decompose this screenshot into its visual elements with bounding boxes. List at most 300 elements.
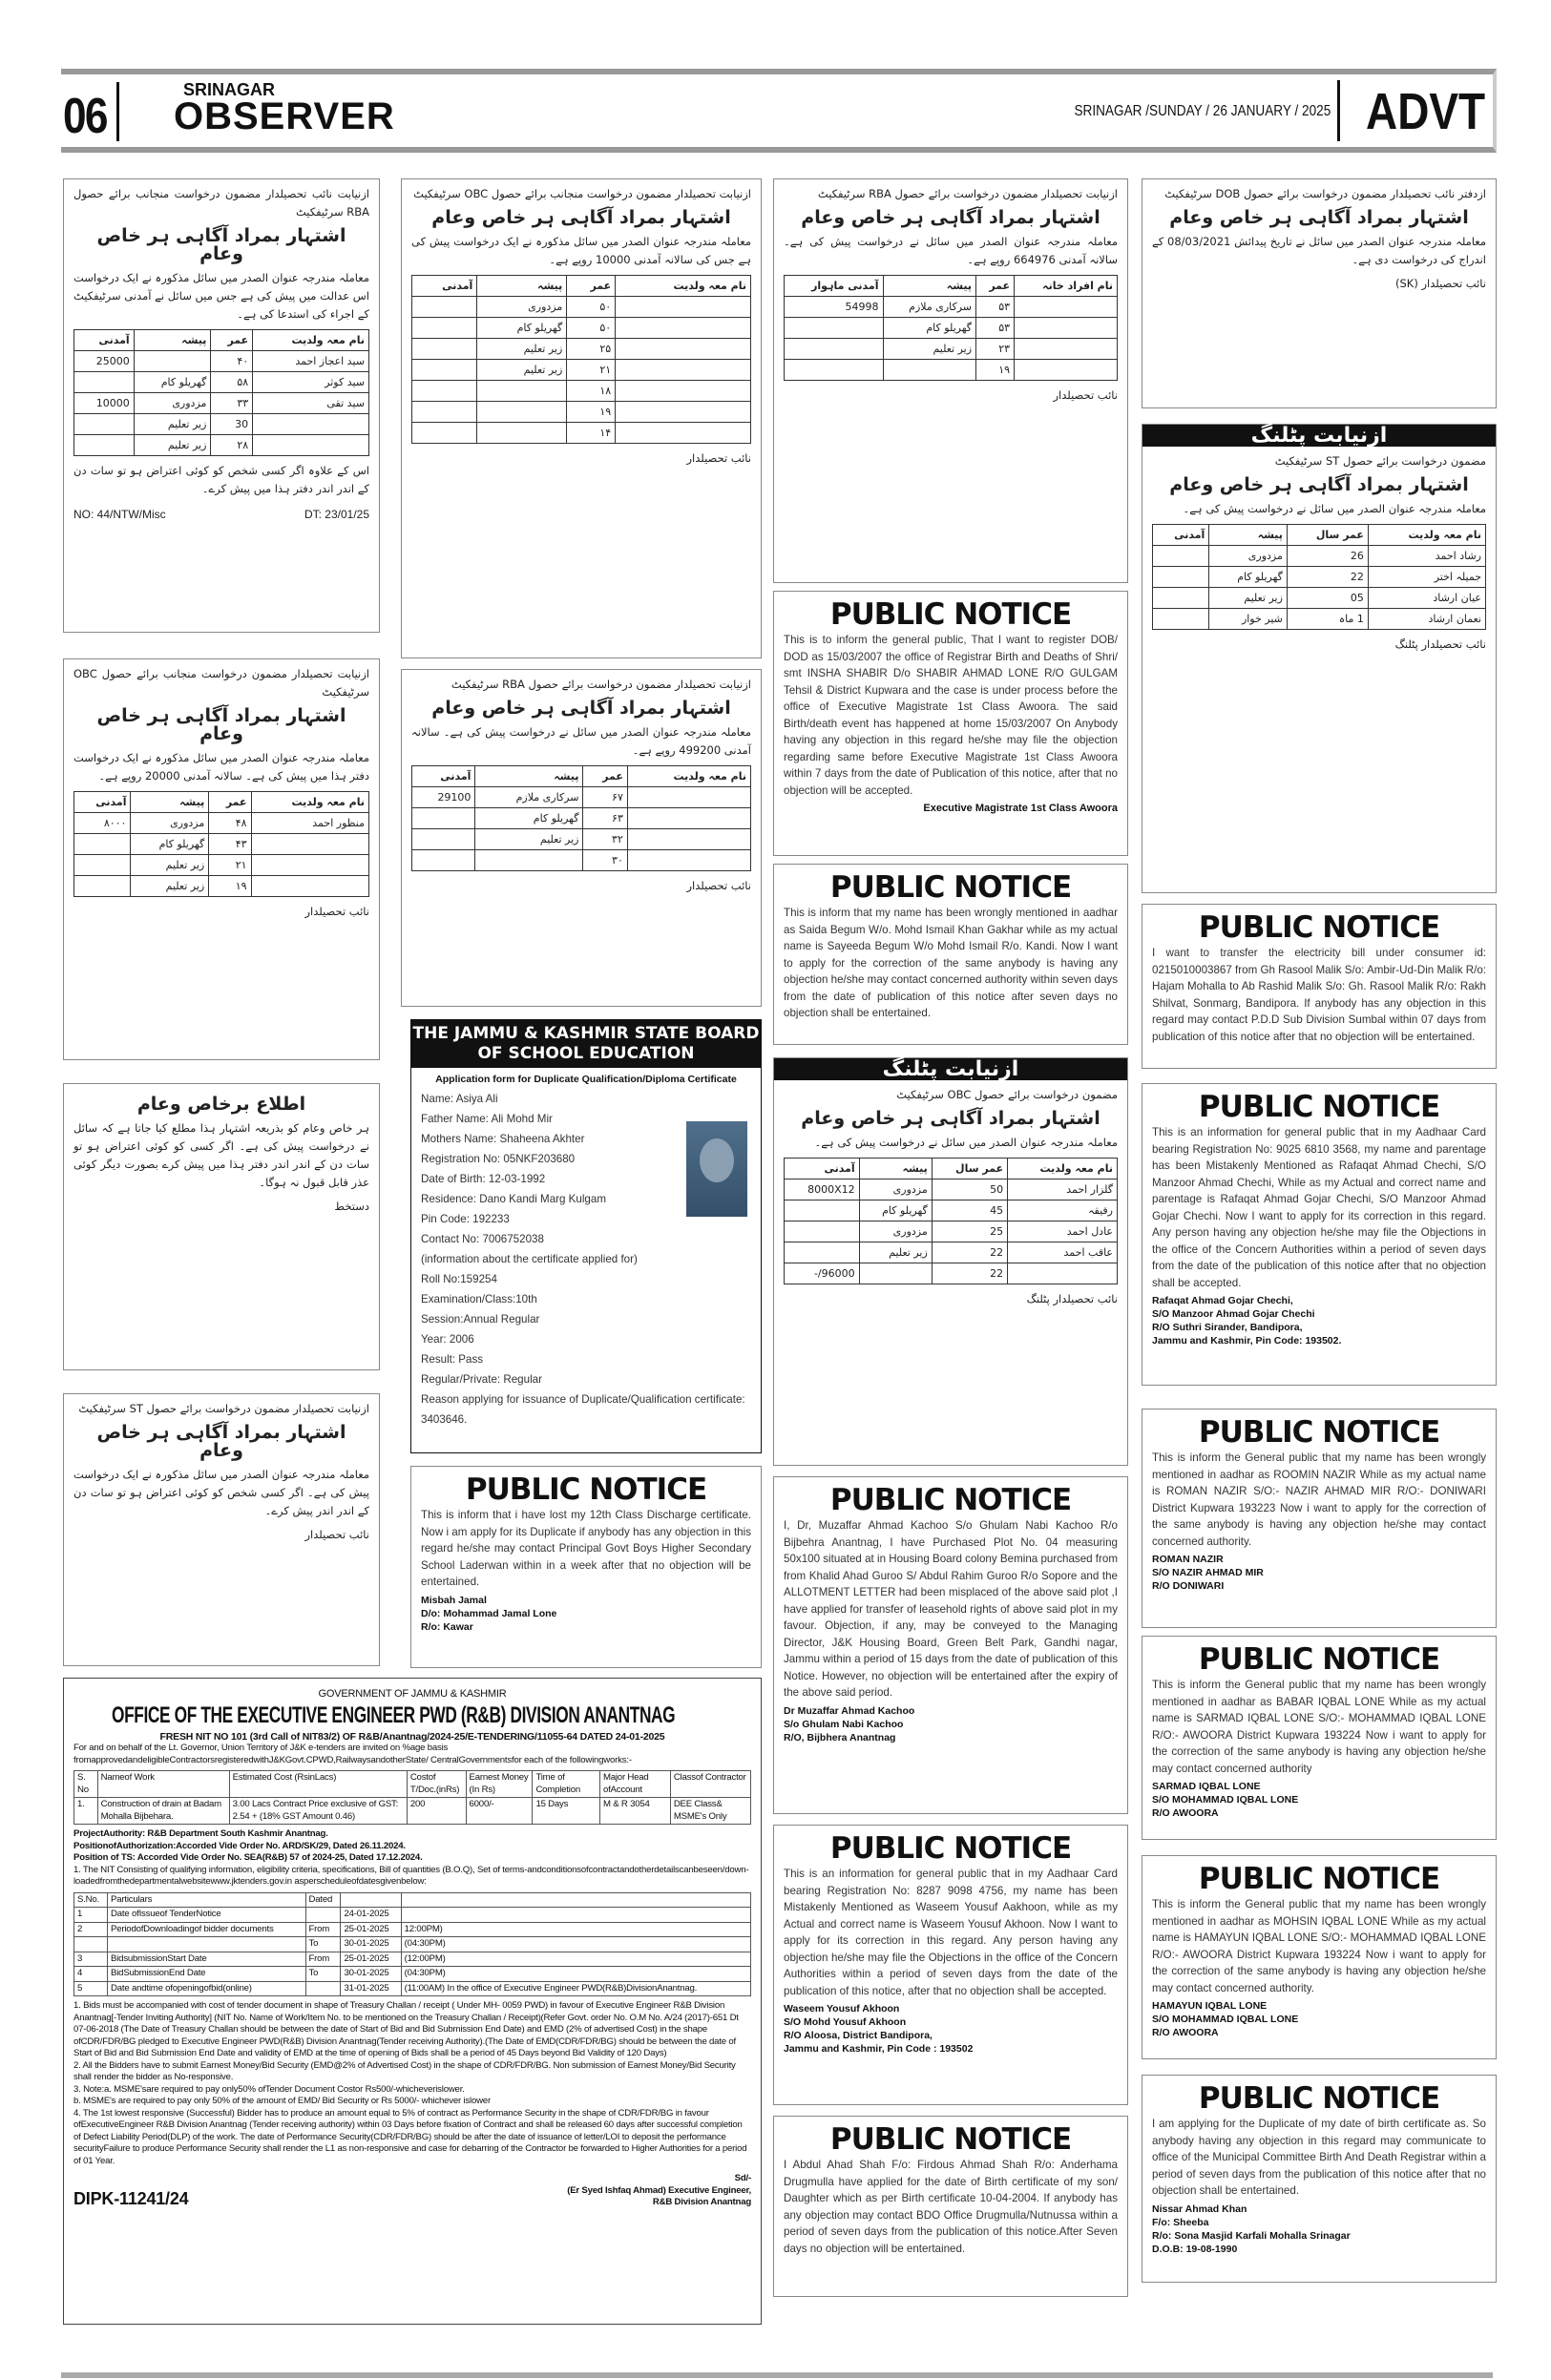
- divider: [1337, 80, 1340, 141]
- table-cell: [305, 1981, 341, 1996]
- table-row: [74, 393, 369, 414]
- notice-intro: ازنیابت تحصیلدار مضمون درخواست برائے حصول RBA سرٹیفکیٹ: [817, 187, 1118, 200]
- table-cell: M & R 3054: [599, 1798, 670, 1825]
- family-table: [411, 765, 751, 871]
- signature-line: Rafaqat Ahmad Gojar Chechi,: [1152, 1295, 1293, 1306]
- table-cell: گھریلو کام: [134, 372, 211, 393]
- table-row: [412, 850, 751, 871]
- notice-body: This is inform the General public that my name has been wrongly mentioned in aadhar as BABAR IQBAL LONE While as my actual name is SARMAD IQBAL LONE S/O:- MOHAMMAD IQBAL LONE R/O:- AWOORA District Kupwara 193224 Now i want to apply for the correction of the same anybody is having any objection he/she may contact concerned authority: [1152, 1679, 1486, 1775]
- table-row: [74, 1967, 751, 1982]
- signature-line: S/o Ghulam Nabi Kachoo: [784, 1718, 904, 1730]
- table-cell: آمدنی: [74, 330, 135, 351]
- table-cell: 200: [407, 1798, 466, 1825]
- notice-title: PUBLIC NOTICE: [1198, 2081, 1440, 2116]
- table-cell: To: [305, 1937, 341, 1952]
- table-cell: ۲۸: [211, 435, 253, 456]
- table-cell: [616, 423, 751, 444]
- table-cell: [74, 855, 131, 876]
- table-cell: ۲۵: [567, 339, 616, 360]
- urdu-notice: [63, 178, 380, 633]
- table-cell: [108, 1937, 305, 1952]
- notice-footer: نائب تحصیلدار: [686, 451, 751, 465]
- signature-line: S/O MOHAMMAD IQBAL LONE: [1152, 2014, 1299, 2025]
- notice-footer: نائب تحصیلدار پٹلنگ: [1026, 1292, 1118, 1305]
- table-cell: 10000: [74, 393, 135, 414]
- table-cell: 1 ماہ: [1287, 609, 1368, 630]
- table-cell: ۳۲: [583, 829, 627, 850]
- table-cell: گھریلو کام: [475, 808, 583, 829]
- table-cell: 1.: [74, 1798, 98, 1825]
- table-cell: 2: [74, 1922, 108, 1937]
- notice-heading: اشتہار بمراد آگاہی ہر خاص وعام: [96, 225, 346, 264]
- table-cell: ۱۹: [209, 876, 251, 897]
- table-cell: ۲۱: [209, 855, 251, 876]
- form-field: Registration No: 05NKF203680: [421, 1153, 576, 1165]
- notice-body: I, Dr, Muzaffar Ahmad Kachoo S/o Ghulam Nabi Kachoo R/o Bijbehra Anantnag, I have Purchased Plot No. 04 measuring 50x100 situated at in Housing Board colony Bemina purchased from from Khalid Ahad Guroo S/ Abdul Rahim Guroo R/o Sopore and the ALLOTMENT LETTER had been misplaced of the above said plot ,I have applied for transfer of leasehold rights of above said plot in my favour. Objection, if any, may be conveyed to the Managing Director, J&K Housing Board, Green Belt Park, Gandhi nagar, Jammu within a period of 15 days from the date of publication of this Notice. However, no objection will be entertained after the expiry of the above said period.: [784, 1519, 1118, 1699]
- table-cell: مزدوری: [477, 297, 567, 318]
- column-header: Nameof Work: [97, 1771, 229, 1798]
- notice-body: معاملہ مندرجہ عنوان الصدر میں سائل مذکورہ نے ایک درخواست پیش کی ہے جس کی سالانہ آمدنی 10000 روپے ہے۔: [411, 235, 751, 266]
- table-cell: پیشہ: [859, 1159, 932, 1180]
- notice-body: معاملہ مندرجہ عنوان الصدر میں سائل مذکورہ نے ایک درخواست اس عدالت میں پیش کی ہے جس میں سائل نے آمدنی سرٹیفکیٹ کے اجراء کی استدعا کی ہے۔: [73, 271, 369, 321]
- term: 4. The 1st lowest responsive (Successful) Bidder has to produce an amount equal to 5% of contract as Performance Security in the shape of CDR/FDR/BG in favour ofExecutiveEngineer R&B Division Anantnag (Tender receiving authority) within 03 Days before fixation of Contract and shall be released 60 days after successful completion of Defect Liability Period(DLP) of the work. The date of Performance Security(CDR/FDR/BG) should be after the date of issuance of letter/LOI to deposit the performance securityFailure to produce Performance Security shall render the L1 as non-responsive and case for debarring of the Contractor be forwarded to Higher Authorities for a period of 01 Year.: [73, 2107, 747, 2166]
- table-cell: [1153, 546, 1209, 567]
- table-cell: عمر: [583, 766, 627, 787]
- table-cell: 25000: [74, 351, 135, 372]
- table-row: [785, 1200, 1118, 1221]
- table-row: [412, 808, 751, 829]
- table-cell: [251, 855, 368, 876]
- notice-body: This is to inform the general public, That I want to register DOB/ DOD as 15/03/2007 the office of Registrar Birth and Deaths of Shri/ smt INSHA SHABIR D/o SHABIR AHMAD LONE R/O GULGAM Tehsil & District Kupwara and the case is under process before the office of Executive Magistrate 1st Class Awoora. The said Birth/death event has happened at home 15/03/2007 On Anybody having any objection in this regard he/she may file the objection regarding same before Executive Magistrate 1st Class Awoora within 7 days from the date of Publication of this notice, after that no objection will be accepted.: [784, 634, 1118, 797]
- urdu-content: [1152, 185, 1486, 293]
- nit-para: 1. The NIT Consisting of qualifying information, eligibility criteria, specifications, Bill of quantities (B.O.Q), Set of terms-andconditionsofcontractandotherdetailscanbeseen/down-loadedfromthedepartmentalwebsitewww.jktenders.gov.in asperscheduleofdatesgivenbelow:: [73, 1864, 749, 1887]
- table-cell: ۱۴: [567, 423, 616, 444]
- table-cell: ۱۹: [976, 360, 1015, 381]
- table-cell: [627, 850, 750, 871]
- table-cell: [1015, 297, 1118, 318]
- table-cell: [412, 318, 477, 339]
- notice-heading: اشتہار بمراد آگاہی ہر خاص وعام: [96, 1422, 346, 1461]
- public-notice: [773, 2116, 1128, 2297]
- form-field: (information about the certificate applied for): [421, 1253, 638, 1265]
- notice-footer: نائب تحصیلدار: [686, 879, 751, 892]
- family-table: [784, 275, 1118, 381]
- works-table: [73, 1770, 751, 1825]
- table-cell: 8000X12: [785, 1180, 860, 1200]
- table-row: [74, 330, 369, 351]
- notice-footer: دستخط: [334, 1200, 369, 1213]
- table-row: [74, 1908, 751, 1923]
- table-cell: [305, 1908, 341, 1923]
- table-cell: زیر تعلیم: [131, 855, 209, 876]
- notice-signature: [784, 1704, 1118, 1744]
- table-cell: عمر: [567, 276, 616, 297]
- notice-body: This is inform that i have lost my 12th Class Discharge certificate. Now i am apply for its Duplicate if anybody has any objection in this regard he/she may contact Principal Govt Boys Higher Secondary School Laderwan within in a week after that no objection will be entertained.: [421, 1509, 751, 1588]
- family-table: [784, 1158, 1118, 1284]
- table-cell: مزدوری: [134, 393, 211, 414]
- notice-heading: اشتہار بمراد آگاہی ہر خاص وعام: [801, 207, 1100, 228]
- table-cell: [785, 1242, 860, 1263]
- notice-body: معاملہ مندرجہ عنوان الصدر میں سائل نے درخواست پیش کی ہے۔ سالانہ آمدنی 499200 روپے ہے۔: [411, 725, 751, 757]
- signature-line: Dr Muzaffar Ahmad Kachoo: [784, 1704, 915, 1717]
- notice-body: I want to transfer the electricity bill under consumer id: 0215010003867 from Gh Rasool Malik S/o: Ambir-Ud-Din Malik R/o: Hajam Mohalla to Ab Rashid Malik S/o: Gh. Rasool Malik R/o: Rakh Shilvat, Sonmarg, Bandipora. If anybody has any objection in this regard may contact P.D.D Sub Division Sumbal within 07 days from publication of this notice after that no objection will be entertained.: [1152, 947, 1486, 1043]
- table-cell: زیر تعلیم: [134, 435, 211, 456]
- form-field: Father Name: Ali Mohd Mir: [421, 1113, 553, 1125]
- signature-line: R/O Suthri Sirander, Bandipora,: [1152, 1322, 1303, 1333]
- table-cell: [1015, 318, 1118, 339]
- table-cell: [616, 318, 751, 339]
- column-header: Estimated Cost (RsinLacs): [229, 1771, 407, 1798]
- table-row: [412, 766, 751, 787]
- table-cell: 22: [1287, 567, 1368, 588]
- intro: For and on behalf of the Lt. Governor, Union Territory of J&K e-tenders are invited on %age basis fromapprovedandeligibleContractorsregisteredwithJ&KGovt.CPWD,RailwaysandotherState/ CentralGovernmentsfor each of the followingworks:-: [73, 1743, 632, 1765]
- table-cell: پیشہ: [131, 792, 209, 813]
- form-field: Pin Code: 192233: [421, 1213, 510, 1225]
- table-cell: عمر سال: [1287, 525, 1368, 546]
- column-header: Earnest Money (In Rs): [466, 1771, 533, 1798]
- table-cell: 25: [932, 1221, 1007, 1242]
- table-cell: سرکاری ملازم: [883, 297, 976, 318]
- table-row: [785, 318, 1118, 339]
- table-cell: [412, 381, 477, 402]
- table-cell: (11:00AM) In the office of Executive Engineer PWD(R&B)DivisionAnantnag.: [401, 1981, 750, 1996]
- dipk-ref: DIPK-11241/24: [73, 2188, 189, 2208]
- column-header: [401, 1892, 750, 1908]
- notice-banner: ازنیابت پٹلنگ: [774, 1058, 1127, 1080]
- signature-line: S/O Mohd Yousuf Akhoon: [784, 2016, 907, 2028]
- table-cell: [1153, 567, 1209, 588]
- table-cell: BidsubmissionStart Date: [108, 1952, 305, 1967]
- urdu-content: [1152, 425, 1486, 654]
- family-table: [73, 791, 369, 897]
- table-cell: From: [305, 1922, 341, 1937]
- notice-title: PUBLIC NOTICE: [829, 2122, 1072, 2157]
- notice-footer: نائب تحصیلدار: [1053, 388, 1118, 402]
- form-field: Residence: Dano Kandi Marg Kulgam: [421, 1193, 606, 1205]
- signature-line: Misbah Jamal: [421, 1594, 487, 1606]
- notice-heading: اشتہار بمراد آگاہی ہر خاص وعام: [431, 698, 731, 719]
- notice-body: معاملہ مندرجہ عنوان الصدر میں سائل مذکورہ نے ایک درخواست پیش کی ہے۔ اگر کسی شخص کو کوئی اعتراض ہو تو سات دن کے اندر اندر پیش کرے۔: [73, 1468, 369, 1517]
- table-cell: [412, 339, 477, 360]
- table-cell: [134, 351, 211, 372]
- form-field: Roll No:159254: [421, 1273, 497, 1285]
- table-cell: عاقب احمد: [1008, 1242, 1118, 1263]
- table-cell: [74, 1937, 108, 1952]
- notice-title: PUBLIC NOTICE: [829, 1483, 1072, 1517]
- table-cell: [74, 435, 135, 456]
- table-cell: ۵۰: [567, 318, 616, 339]
- table-cell: [74, 372, 135, 393]
- table-row: [412, 318, 751, 339]
- table-cell: [251, 876, 368, 897]
- table-cell: ۴۰: [211, 351, 253, 372]
- table-cell: پیشہ: [475, 766, 583, 787]
- table-cell: عادل احمد: [1008, 1221, 1118, 1242]
- table-cell: زیر تعلیم: [883, 339, 976, 360]
- table-cell: سید کوثر: [253, 372, 369, 393]
- table-cell: آمدنی: [74, 792, 131, 813]
- table-cell: 3: [74, 1952, 108, 1967]
- notice-body: This is an information for general public that in my Aadhaar Card bearing Registration No: 9025 6810 3568, my name and parentage has been Mistakenly Mentioned as Rafaqat Ahmad Chechi, S/O Manzoor Ahmad Chechi, While as my Actual and correct name and parentage is Rafaqat Ahmad Gojar Chechi, S/O Manzoor Ahmad Gojar Chechi. Now I want to apply for its correction in this regard. Any person having any objection he/she may file the Objections in the office of the Concern Authorities within a period of seven days from the date of the publication of this notice after that no objection shall be accepted.: [1152, 1126, 1486, 1289]
- notice-footer: اس کے علاوہ اگر کسی شخص کو کوئی اعتراض ہو تو سات دن کے اندر اندر دفتر ہذا میں پیش کرے۔: [73, 464, 369, 495]
- table-cell: [627, 808, 750, 829]
- table-row: [412, 423, 751, 444]
- form-field: Mothers Name: Shaheena Akhter: [421, 1133, 585, 1145]
- table-cell: پیشہ: [477, 276, 567, 297]
- table-cell: From: [305, 1952, 341, 1967]
- signature-line: S/O MOHAMMAD IQBAL LONE: [1152, 1794, 1299, 1806]
- table-cell: ۵۳: [976, 318, 1015, 339]
- notice-footer: نائب تحصیلدار: [304, 905, 369, 918]
- table-row: [74, 834, 369, 855]
- table-cell: 26: [1287, 546, 1368, 567]
- public-notice: [1142, 2075, 1497, 2283]
- signature-line: Waseem Yousuf Akhoon: [784, 2003, 900, 2015]
- table-cell: [253, 435, 369, 456]
- table-cell: ۳۳: [211, 393, 253, 414]
- notice-footer: نائب تحصیلدار (SK): [1395, 277, 1486, 290]
- notice-intro: ازدفتر نائب تحصیلدار مضمون درخواست برائے حصول DOB سرٹیفکیٹ: [1164, 187, 1486, 200]
- urdu-content: [73, 665, 369, 921]
- table-cell: 22: [932, 1242, 1007, 1263]
- notice-body: معاملہ مندرجہ عنوان الصدر میں سائل مذکورہ نے ایک درخواست دفتر ہذا میں پیش کی ہے۔ سالانہ آمدنی 20000 روپے ہے۔: [73, 751, 369, 783]
- notice-heading: اشتہار بمراد آگاہی ہر خاص وعام: [1169, 207, 1469, 228]
- sd: Sd/-: [734, 2173, 751, 2183]
- notice-body: I Abdul Ahad Shah F/o: Firdous Ahmad Shah R/o: Anderhama Drugmulla have applied for the date of Birth certificate of my son/ Daughter which as per Birth certificate 10-04-2004. If anybody has any objection may contact BDO Office Drugmulla/Nutnussa within a period of seven days from the publication of this notice.After Seven days no objection will be entertained.: [784, 2159, 1118, 2255]
- table-cell: 22: [932, 1263, 1007, 1284]
- table-cell: PeriodofDownloadingof bidder documents: [108, 1922, 305, 1937]
- signatory-office: R&B Division Anantnag: [652, 2197, 751, 2207]
- table-cell: ۵۳: [976, 297, 1015, 318]
- public-notice: [1142, 1636, 1497, 1840]
- notice-footer: نائب تحصیلدار پٹلنگ: [1394, 637, 1486, 651]
- signature-line: R/O, Bijbhera Anantnag: [784, 1731, 896, 1743]
- form-field: Result: Pass: [421, 1353, 484, 1366]
- table-row: [785, 339, 1118, 360]
- table-cell: زیر تعلیم: [134, 414, 211, 435]
- table-row: [1153, 609, 1486, 630]
- divider: [116, 82, 119, 141]
- form-field: Examination/Class:10th: [421, 1293, 537, 1305]
- table-cell: ۲۳: [976, 339, 1015, 360]
- table-row: [412, 276, 751, 297]
- notice-intro: مضمون درخواست برائے حصول ST سرٹیفکیٹ: [1274, 454, 1486, 468]
- table-cell: رفیقہ: [1008, 1200, 1118, 1221]
- urdu-notice: [773, 178, 1128, 583]
- table-cell: آمدنی: [1153, 525, 1209, 546]
- table-cell: (04:30PM): [401, 1937, 750, 1952]
- column-header: Major Head ofAccount: [599, 1771, 670, 1798]
- table-row: [74, 414, 369, 435]
- signature-line: R/O AWOORA: [1152, 2027, 1219, 2038]
- table-cell: آمدنی: [412, 766, 475, 787]
- table-cell: (12:00PM): [401, 1952, 750, 1967]
- public-notice: [410, 1466, 762, 1668]
- table-cell: 30: [211, 414, 253, 435]
- table-cell: زیر تعلیم: [1209, 588, 1288, 609]
- dateline: SRINAGAR /SUNDAY / 26 JANUARY / 2025: [1074, 103, 1331, 119]
- table-row: [412, 381, 751, 402]
- table-row: [785, 1159, 1118, 1180]
- table-row: [785, 276, 1118, 297]
- table-cell: [785, 339, 884, 360]
- ref: NO: 44/NTW/Misc: [73, 508, 166, 521]
- table-cell: [251, 834, 368, 855]
- table-row: [1153, 546, 1486, 567]
- school-board-subtitle: Application form for Duplicate Qualification/Diploma Certificate: [435, 1074, 737, 1085]
- table-cell: 96000/-: [785, 1263, 860, 1284]
- table-cell: [616, 381, 751, 402]
- notice-body: This is inform the General public that my name has been wrongly mentioned in aadhar as MOHSIN IQBAL LONE While as my actual name is HAMAYUN IQBAL LONE S/O:- MOHAMMAD IQBAL LONE R/O:- AWOORA District Kupwara 193224 Now i want to apply for the correction of the same anybody is having any objection he/she may contact concerned authority.: [1152, 1898, 1486, 1994]
- table-cell: نام معہ ولدیت: [253, 330, 369, 351]
- table-cell: 25-01-2025: [341, 1922, 401, 1937]
- urdu-notice: [401, 669, 762, 1007]
- table-cell: 50: [932, 1180, 1007, 1200]
- table-cell: Date andtime ofopeningofbid(online): [108, 1981, 305, 1996]
- table-cell: 45: [932, 1200, 1007, 1221]
- table-cell: ۶۳: [583, 808, 627, 829]
- table-cell: [74, 834, 131, 855]
- table-cell: ۴۸: [209, 813, 251, 834]
- table-cell: [401, 1908, 750, 1923]
- notice-heading: اشتہار بمراد آگاہی ہر خاص وعام: [96, 705, 346, 744]
- table-cell: مزدوری: [131, 813, 209, 834]
- public-notice: [773, 864, 1128, 1045]
- table-cell: گھریلو کام: [477, 318, 567, 339]
- table-cell: نام معہ ولدیت: [627, 766, 750, 787]
- table-cell: زیر تعلیم: [477, 360, 567, 381]
- table-row: [412, 402, 751, 423]
- table-cell: [412, 808, 475, 829]
- table-cell: [412, 402, 477, 423]
- urdu-notice: [1142, 178, 1497, 408]
- family-table: [1152, 524, 1486, 630]
- notice-signatory: Executive Magistrate 1st Class Awoora: [923, 803, 1118, 814]
- table-cell: 05: [1287, 588, 1368, 609]
- table-cell: 12:00PM): [401, 1922, 750, 1937]
- footer-bar: [61, 2372, 1493, 2378]
- table-cell: 5: [74, 1981, 108, 1996]
- table-cell: سرکاری ملازم: [475, 787, 583, 808]
- notice-signature: [421, 1594, 751, 1634]
- table-cell: [785, 1221, 860, 1242]
- office-title: OFFICE OF THE EXECUTIVE ENGINEER PWD (R&B) DIVISION ANANTNAG: [112, 1701, 676, 1728]
- table-row: [74, 1981, 751, 1996]
- signature-line: F/o: Sheeba: [1152, 2216, 1209, 2228]
- notice-body: معاملہ مندرجہ عنوان الصدر میں سائل نے درخواست پیش کی ہے۔ سالانہ آمدنی 664976 روپے ہے۔: [784, 235, 1118, 266]
- notice-title: PUBLIC NOTICE: [465, 1472, 707, 1507]
- table-cell: پیشہ: [1209, 525, 1288, 546]
- table-cell: 15 Days: [533, 1798, 600, 1825]
- urdu-notice: [1142, 424, 1497, 893]
- meta-line: ProjectAuthority: R&B Department South Kashmir Anantnag.: [73, 1828, 328, 1839]
- table-cell: [785, 360, 884, 381]
- table-cell: ۱۸: [567, 381, 616, 402]
- table-row: [74, 372, 369, 393]
- urdu-content: [784, 185, 1118, 405]
- notice-body: This is an information for general public that in my Aadhaar Card bearing Registration No: 8287 9098 4756, my name has been Mistakenly Mentioned as Waseem Yousuf Aakhoon, while as my Actual and correct name is Waseem Yousuf Akhoon. Now I want to apply for its correction in this regard. Any person having any objection he/she may file the Objections in the office of the Concern Authorities within a period of seven days from the date of the publication of this notice, after that no objection shall be accepted.: [784, 1868, 1118, 1997]
- table-cell: گھریلو کام: [1209, 567, 1288, 588]
- table-cell: رشاد احمد: [1368, 546, 1485, 567]
- form-field: Session:Annual Regular: [421, 1313, 540, 1326]
- table-row: [74, 1798, 751, 1825]
- public-notice: [1142, 1855, 1497, 2059]
- column-header: [341, 1892, 401, 1908]
- notice-body: معاملہ مندرجہ عنوان الصدر میں سائل نے درخواست پیش کی ہے۔: [814, 1136, 1118, 1149]
- nit-number: FRESH NIT NO 101 (3rd Call of NIT83/2) OF R&B/Anantnag/2024-25/E-TENDERING/11055-64 DATED 24-01-2025: [159, 1730, 665, 1743]
- table-cell: [616, 402, 751, 423]
- school-board-notice: [410, 1019, 762, 1453]
- table-cell: زیر تعلیم: [477, 339, 567, 360]
- table-cell: زیر تعلیم: [859, 1242, 932, 1263]
- public-notice: [773, 591, 1128, 856]
- notice-body: معاملہ مندرجہ عنوان الصدر میں سائل نے تاریخ پیدائش 08/03/2021 کے اندراج کی درخواست دی ہے۔: [1152, 235, 1486, 266]
- table-row: [1153, 588, 1486, 609]
- signature-line: Jammu and Kashmir, Pin Code : 193502: [784, 2043, 974, 2055]
- masthead: [61, 69, 1497, 153]
- table-cell: زیر تعلیم: [475, 829, 583, 850]
- notice-body: معاملہ مندرجہ عنوان الصدر میں سائل نے درخواست پیش کی ہے۔: [1183, 502, 1486, 515]
- signature-line: S/O Manzoor Ahmad Gojar Chechi: [1152, 1308, 1315, 1320]
- signature-line: Nissar Ahmad Khan: [1152, 2203, 1247, 2215]
- urdu-content: [411, 185, 751, 468]
- table-cell: DEE Class& MSME's Only: [670, 1798, 750, 1825]
- urdu-notice: [401, 178, 762, 658]
- notice-body: This is inform that my name has been wrongly mentioned in aadhar as Saida Begum W/o. Mohd Ismail Khan Gakhar while as my actual name is Sayeeda Begum W/o Mohd Ismail R/o. Kandi. Now I want to apply for the correction of the same anybody is having any objection he/she may contact concerned authority within seven days from the date of publication of this notice after seven days no objection shall be entertained.: [784, 907, 1118, 1019]
- table-cell: نام معہ ولدیت: [1008, 1159, 1118, 1180]
- table-cell: شیر خوار: [1209, 609, 1288, 630]
- table-cell: BidSubmissionEnd Date: [108, 1967, 305, 1982]
- table-row: [412, 829, 751, 850]
- table-cell: مزدوری: [859, 1180, 932, 1200]
- notice-title: PUBLIC NOTICE: [1198, 1642, 1440, 1677]
- section-label: ADVT: [1366, 83, 1485, 140]
- table-cell: ۱۹: [567, 402, 616, 423]
- table-cell: [859, 1263, 932, 1284]
- form-field: Contact No: 7006752038: [421, 1233, 544, 1245]
- table-cell: منظور احمد: [251, 813, 368, 834]
- brand-logo: OBSERVER: [174, 95, 395, 137]
- table-cell: سید تقی: [253, 393, 369, 414]
- table-row: [412, 787, 751, 808]
- urdu-notice: [63, 1393, 380, 1666]
- signatory: (Er Syed Ishfaq Ahmad) Executive Engineer,: [567, 2184, 751, 2196]
- meta-line: Position of TS: Accorded Vide Order No. SEA(R&B) 57 of 2024-25, Dated 17.12.2024.: [73, 1852, 423, 1863]
- table-cell: [74, 876, 131, 897]
- notice-heading: اطلاع برخاص وعام: [136, 1094, 306, 1115]
- column-header: Costof T/Doc.(inRs): [407, 1771, 466, 1798]
- table-row: [74, 855, 369, 876]
- table-cell: گلزار احمد: [1008, 1180, 1118, 1200]
- school-board-title: THE JAMMU & KASHMIR STATE BOARD OF SCHOOL EDUCATION: [411, 1020, 761, 1068]
- table-cell: گھریلو کام: [131, 834, 209, 855]
- form-field: Reason applying for issuance of Duplicate/Qualification certificate: 3403646.: [421, 1393, 745, 1426]
- notice-banner: ازنیابت پٹلنگ: [1142, 425, 1496, 447]
- page-number: 06: [63, 89, 107, 144]
- signature-line: SARMAD IQBAL LONE: [1152, 1781, 1261, 1792]
- term: b. MSME's are required to pay only 50% of the amount of EMD/ Bid Security or Rs 5000/- whichever islower: [73, 2096, 491, 2106]
- notice-signature: [784, 2002, 1118, 2056]
- pwd-tender-notice: [63, 1678, 762, 2325]
- public-notice: [1142, 1083, 1497, 1386]
- table-cell: [616, 339, 751, 360]
- table-row: [74, 792, 369, 813]
- table-cell: 4: [74, 1967, 108, 1982]
- table-cell: ۵۸: [211, 372, 253, 393]
- gov-label: GOVERNMENT OF JAMMU & KASHMIR: [318, 1688, 507, 1700]
- table-cell: ۶۷: [583, 787, 627, 808]
- table-row: [74, 813, 369, 834]
